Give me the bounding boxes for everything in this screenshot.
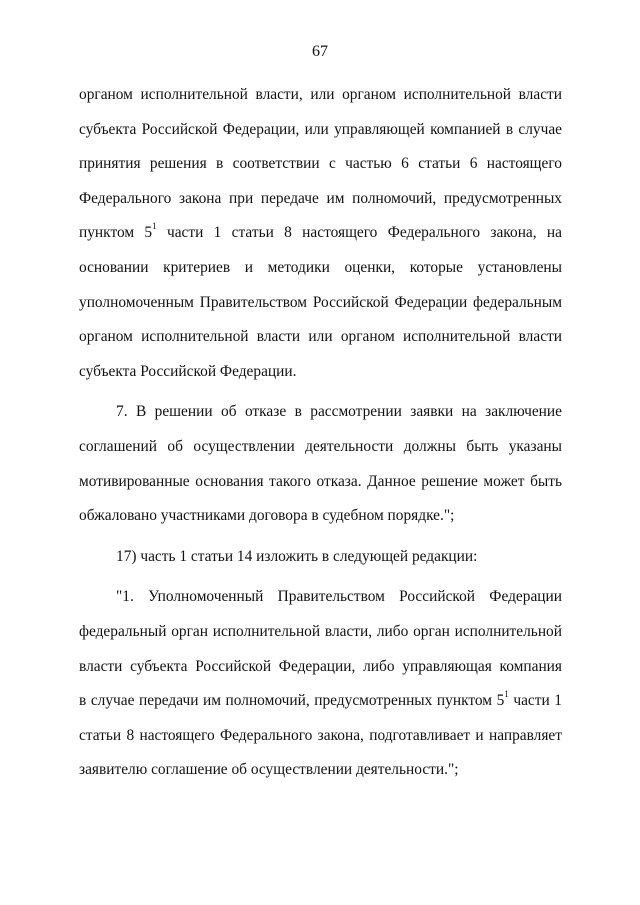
- text-line: органом исполнительной власти или органом исполнительной власти: [79, 328, 562, 346]
- document-body: [79, 78, 562, 788]
- page-number: 67: [312, 43, 328, 60]
- text-line: власти субъекта Российской Федерации, либо управляющая компания: [79, 657, 562, 675]
- text-line: органом исполнительной власти, или органом исполнительной власти: [79, 86, 562, 103]
- text-line: основании критериев и методики оценки, которые установлены: [79, 258, 562, 276]
- text-line: 7. В решении об отказе в рассмотрении заявки на заключение: [116, 403, 562, 421]
- text-line: 17) часть 1 статьи 14 изложить в следующей редакции:: [116, 547, 478, 565]
- text-line: принятия решения в соответствии с частью 6 статьи 6 настоящего: [79, 155, 562, 173]
- text-segment: части 1: [508, 692, 562, 710]
- text-line: субъекта Российской Федерации.: [79, 362, 297, 380]
- text-line: "1. Уполномоченный Правительством Российской Федерации: [116, 588, 562, 606]
- superscript: 1: [152, 221, 157, 232]
- text-line: заявителю соглашение об осуществлении деятельности.";: [79, 761, 459, 779]
- text-segment: в случае передачи им полномочий, предусмотренных пунктом 5: [79, 692, 505, 710]
- text-line: соглашений об осуществлении деятельности должны быть указаны: [79, 437, 562, 455]
- superscript: 1: [504, 688, 509, 699]
- text-line: субъекта Российской Федерации, или управляющей компанией в случае: [79, 120, 562, 138]
- text-line: [79, 684, 562, 719]
- text-line: мотивированные основания такого отказа. Данное решение может быть: [79, 472, 562, 490]
- text-line: обжаловано участниками договора в судебном порядке.";: [79, 507, 455, 525]
- text-line: уполномоченным Правительством Российской Федерации федеральным: [79, 293, 562, 311]
- text-line: федеральный орган исполнительной власти, либо орган исполнительной: [79, 622, 562, 640]
- text-line: [79, 216, 562, 251]
- text-segment: пунктом 5: [79, 224, 153, 242]
- text-line: Федерального закона при передаче им полномочий, предусмотренных: [79, 189, 562, 207]
- text-segment: части 1 статьи 8 настоящего Федерального закона, на: [156, 224, 563, 242]
- text-line: статьи 8 настоящего Федерального закона, подготавливает и направляет: [79, 726, 562, 744]
